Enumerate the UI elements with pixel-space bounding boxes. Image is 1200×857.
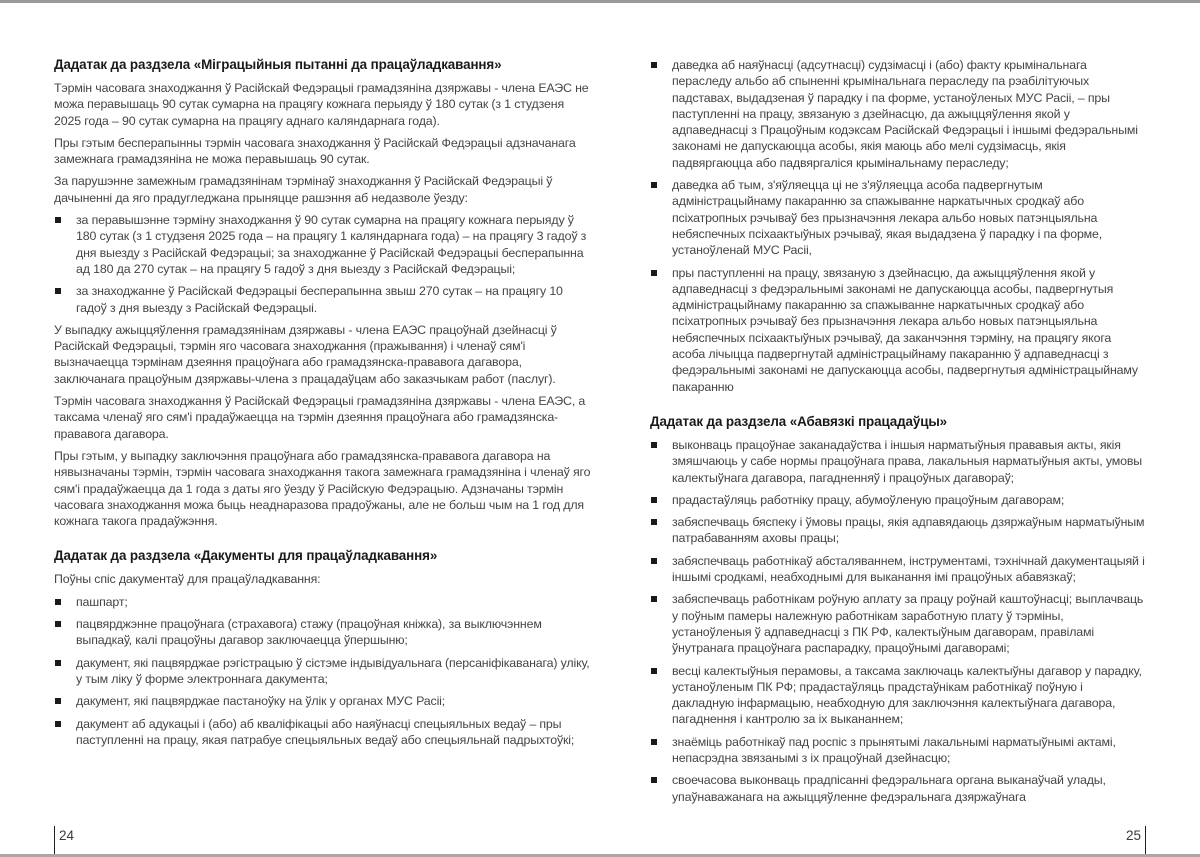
list-item: пры паступленні на працу, звязаную з дзейнасцю, да ажыццяўлення якой у адпаведнасці з федэральнымі законамі не дапускаюцца асобы, падвергнутыя адміністрацыйнаму пакаранню за спажыванне наркатычных сродкаў або псіхатропных рэчываў без прызначэння лекара альбо новых патэнцыяльна небяспечных псіхаактыўных рэчываў, да заканчэння тэрміну, на працягу якога асоба лічыцца падвергнутай адміністрацыйнаму пакаранню ў адпаведнасці з федэральнымі законамі не дапускаюцца асобы, падвергнутыя адміністрацыйнаму пакаранню [650,265,1146,395]
documents-list-continued [650,57,1146,395]
page-25-content [650,57,1146,811]
section-heading-employer-duties: Дадатак да раздзела «Абавязкі працадаўцы» [650,413,948,429]
square-bullet-icon [651,442,657,448]
list-item: забяспечваць работнікам роўную аплату за працу роўнай каштоўнасці; выплачваць у поўным памеры належную работнікам заработную плату ў тэрміны, устаноўленыя ў адпаведнасці з ПК РФ, калектыўным дагаворам, правіламі ўнутранага працоўнага распарадку, працоўнымі дагаворамі; [650,591,1146,656]
list-item: даведка аб тым, з'яўляецца ці не з'яўляецца асоба падвергнутым адміністрацыйнаму пакаранню за спажыванне наркатычных сродкаў або псіхатропных рэчываў без прызначэння лекара альбо новых патэнцыяльна небяспечных псіхаактыўных рэчываў, якая выдадзена ў парадку і па форме, устаноўленай МУС Расіі, [650,177,1146,258]
square-bullet-icon [651,497,657,503]
list-item: своечасова выконваць прадпісанні федэральнага органа выканаўчай улады, упаўнаважанага на ажыццяўленне федэральнага дзяржаўнага [650,772,1146,805]
paragraph: За парушэнне замежным грамадзянінам тэрмінаў знаходжання ў Расійскай Федэрацыі ў дачыненні да яго прадугледжана прыняцце рашэння аб недазволе ўезду: [54,174,553,205]
square-bullet-icon [55,660,61,666]
list-item: выконваць працоўнае заканадаўства і іншыя нарматыўныя прававыя акты, якія змяшчаюць у сабе нормы працоўнага права, лакальныя нарматыўныя акты, умовы калектыўнага дагавора, пагадненняў і працоўных дагавораў; [650,437,1146,486]
list-item: дакумент аб адукацыі і (або) аб кваліфікацыі або наяўнасці спецыяльных ведаў – пры паступленні на працу, якая патрабуе спецыяльных ведаў або спецыяльнай падрыхтоўкі; [54,716,594,749]
paragraph: Пры гэтым, у выпадку заключэння працоўнага або грамадзянска-прававога дагавора на нявызначаны тэрмін, тэрмін часовага знаходжання такога замежнага грамадзяніна і членаў яго сям'і прадаўжаецца да 1 года з даты яго ўезду ў Расійскую Федэрацыю. Адзначаны тэрмін часовага знаходжання можа быць неаднаразова прадоўжаны, але не больш чым на 1 год для кожнага такога прадаўжэння. [54,448,591,529]
section-spacer [650,401,1146,413]
square-bullet-icon [651,777,657,783]
square-bullet-icon [55,217,61,223]
square-bullet-icon [651,739,657,745]
square-bullet-icon [651,668,657,674]
page-24-content [54,56,594,754]
page-number: 25 [1126,826,1146,854]
page-25 [650,0,1146,854]
list-item: пашпарт; [54,594,594,610]
square-bullet-icon [55,721,61,727]
list-item: даведка аб наяўнасці (адсутнасці) судзімасці і (або) факту крымінальнага пераследу альбо аб спыненні крымінальнага пераследу па рэабілітуючых падставах, выдадзеная ў парадку і па форме, устаноўленых МУС Расіі, – пры паступленні на працу, звязаную з дзейнасцю, да ажыццяўлення якой у адпаведнасці з Працоўным кодэксам Расійскай Федэрацыі і іншымі федэральнымі законамі не дапускаюцца асобы, якія маюць або мелі судзімасць, якія падвяргаюцца або падвяргаліся крымінальнаму пераследу; [650,57,1146,171]
square-bullet-icon [651,270,657,276]
section-heading-documents: Дадатак да раздзела «Дакументы для працаўладкавання» [54,548,438,564]
list-item: забяспечваць работнікаў абсталяваннем, інструментамі, тэхнічнай дакументацыяй і іншымі сродкамі, неабходнымі для выканання імі працоўных абавязкаў; [650,553,1146,586]
paragraph: У выпадку ажыццяўлення грамадзянінам дзяржавы - члена ЕАЭС працоўнай дзейнасці ў Расійскай Федэрацыі, тэрмін яго часовага знаходжання (пражывання) і членаў сям'і вызначаецца тэрмінам дзеяння працоўнага або грамадзянска-прававога дагавора, заключанага працоўным дзяржавы-члена з працадаўцам або заказчыкам работ (паслуг). [54,322,557,386]
entry-ban-list [54,212,594,316]
paragraph: Тэрмін часовага знаходжання ў Расійскай Федэрацыі грамадзяніна дзяржавы - члена ЕАЭС не можа перавышаць 90 сутак сумарна на працягу кожнага перыяду ў 180 сутак (з 1 студзеня 2025 года – 90 сутак сумарна на працягу аднаго каляндарнага года). [54,81,589,128]
list-item: дакумент, які пацвярджае рэгістрацыю ў сістэме індывідуальнага (персаніфікаванага) уліку, у тым ліку ў форме электроннага дакумента; [54,655,594,688]
list-item: весці калектыўныя перамовы, а таксама заключаць калектыўны дагавор у парадку, устаноўленым ПК РФ; прадастаўляць прадстаўнікам работнікаў поўную і дакладную інфармацыю, неабходную для заключэння калектыўнага дагавора, пагаднення і кантролю за іх выкананнем; [650,663,1146,728]
square-bullet-icon [651,62,657,68]
square-bullet-icon [651,519,657,525]
documents-list [54,594,594,748]
square-bullet-icon [55,698,61,704]
section-heading-migration: Дадатак да раздзела «Міграцыйныя пытанні да працаўладкавання» [54,57,502,72]
list-item: дакумент, які пацвярджае пастаноўку на ўлік у органах МУС Расіі; [54,693,594,709]
square-bullet-icon [55,621,61,627]
list-item: прадастаўляць работніку працу, абумоўленую працоўным дагаворам; [650,492,1146,508]
square-bullet-icon [651,182,657,188]
paragraph: Пры гэтым бесперапынны тэрмін часовага знаходжання ў Расійскай Федэрацыі адзначанага замежнага грамадзяніна не можа перавышаць 90 сутак. [54,135,576,167]
list-item: знаёміць работнікаў пад роспіс з прынятымі лакальнымі нарматыўнымі актамі, непасрэдна звязанымі з іх працоўнай дзейнасцю; [650,734,1146,767]
list-item: за знаходжанне ў Расійскай Федэрацыі бесперапынна звыш 270 сутак – на працягу 10 гадоў з дня выезду з Расійскай Федэрацыі. [54,283,594,316]
paragraph: Тэрмін часовага знаходжання ў Расійскай Федэрацыі грамадзяніна дзяржавы - члена ЕАЭС, а таксама членаў яго сям'і прадаўжаецца на тэрмін дзеяння працоўнага або грамадзянска-прававога дагавора. [54,394,586,441]
page-24 [54,0,594,854]
employer-duties-list [650,437,1146,805]
page-number: 24 [54,826,74,854]
square-bullet-icon [651,558,657,564]
list-item: за перавышэнне тэрміну знаходжання ў 90 сутак сумарна на працягу кожнага перыяду ў 180 сутак (з 1 студзеня 2025 года – на працягу 1 каляндарнага года) – на працягу 3 гадоў з дня выезду з Расійскай Федэрацыі; за знаходжанне ў Расійскай Федэрацыі бесперапынна ад 180 да 270 сутак – на працягу 5 гадоў з дня выезду з Расійскай Федэрацыі; [54,212,594,277]
square-bullet-icon [55,288,61,294]
square-bullet-icon [651,596,657,602]
square-bullet-icon [55,599,61,605]
list-item: пацвярджэнне працоўнага (страхавога) стажу (працоўная кніжка), за выключэннем выпадкаў, калі працоўны дагавор заключаецца ўпершыню; [54,616,594,649]
paragraph: Поўны спіс дакументаў для працаўладкавання: [54,572,321,587]
section-spacer [54,535,594,547]
list-item: забяспечваць бяспеку і ўмовы працы, якія адпавядаюць дзяржаўным нарматыўным патрабаванням аховы працы; [650,514,1146,547]
